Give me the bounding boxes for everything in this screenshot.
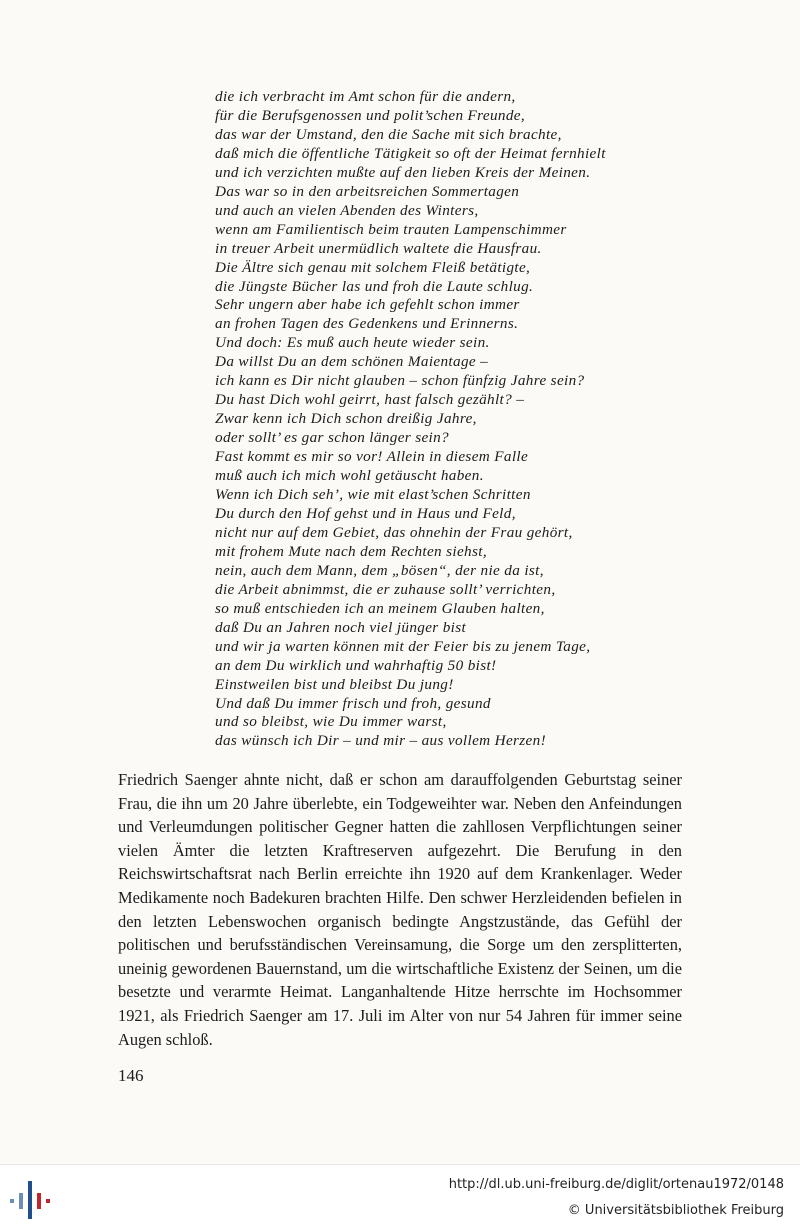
poem-line: oder sollt’ es gar schon länger sein? (215, 429, 449, 447)
poem-line: Da willst Du an dem schönen Maientage – (215, 353, 489, 371)
poem-line: Wenn ich Dich seh’, wie mit elast’schen Schritten (215, 486, 531, 504)
poem-line: an frohen Tagen des Gedenkens und Erinnerns. (215, 315, 519, 333)
poem-line: Und daß Du immer frisch und froh, gesund (215, 694, 491, 712)
poem-line: die Jüngste Bücher las und froh die Laute schlug. (215, 277, 534, 295)
poem-block (215, 88, 645, 751)
copyright-text: © Universitätsbibliothek Freiburg (567, 1203, 784, 1218)
poem-line: nein, auch dem Mann, dem „bösen“, der nie da ist, (215, 561, 544, 579)
poem-line: wenn am Familientisch beim trauten Lampenschimmer (215, 220, 567, 238)
poem-line: an dem Du wirklich und wahrhaftig 50 bist! (215, 656, 497, 674)
poem-line: für die Berufsgenossen und polit’schen Freunde, (215, 106, 526, 124)
source-url-link[interactable]: http://dl.ub.uni-freiburg.de/diglit/ortenau1972/0148 (448, 1177, 784, 1192)
poem-line: in treuer Arbeit unermüdlich waltete die Hausfrau. (215, 239, 542, 257)
poem-line: ich kann es Dir nicht glauben – schon fünfzig Jahre sein? (215, 372, 585, 390)
poem-line: daß mich die öffentliche Tätigkeit so oft der Heimat fernhielt (215, 144, 606, 162)
poem-line: so muß entschieden ich an meinem Glauben halten, (215, 599, 545, 617)
viewer-footer (0, 1164, 800, 1227)
poem-line: Das war so in den arbeitsreichen Sommertagen (215, 182, 520, 200)
poem-line: Sehr ungern aber habe ich gefehlt schon immer (215, 296, 520, 314)
poem-line: mit frohem Mute nach dem Rechten siehst, (215, 542, 487, 560)
prose-paragraph: Friedrich Saenger ahnte nicht, daß er schon am darauffolgenden Geburtstag seiner Frau, die ihn um 20 Jahre überlebte, ein Todgeweihter war. Neben den Anfeindungen und Verleumdungen politischer Gegner hatten die zahllosen Verpflichtungen seiner vielen Ämter die letzten Kraftreserven aufgezehrt. Die Berufung in den Reichswirtschaftsrat nach Berlin erreichte ihn 1920 auf dem Krankenlager. Weder Medikamente noch Badekuren brachten Hilfe. Den schwer Herzleidenden befielen in den letzten Lebenswochen organisch bedingte Angstzustände, das Gefühl der politischen und berufsständischen Vereinsamung, die Sorge um den zersplitterten, uneinig gewordenen Bauernstand, um die wirtschaftliche Existenz der Seinen, um die besetzte und verarmte Heimat. Langanhaltende Hitze herrschte im Hochsommer 1921, als Friedrich Saenger am 17. Juli im Alter von nur 54 Jahren für immer seine Augen schloß. (118, 770, 682, 1049)
poem-line: und auch an vielen Abenden des Winters, (215, 201, 479, 219)
poem-line: die Arbeit abnimmst, die er zuhause sollt’ verrichten, (215, 580, 556, 598)
poem-line: Einstweilen bist und bleibst Du jung! (215, 675, 454, 693)
ub-freiburg-logo-icon (8, 1177, 52, 1221)
poem-line: Du durch den Hof gehst und in Haus und Feld, (215, 504, 516, 522)
page-number: 146 (118, 1066, 144, 1085)
poem-line: nicht nur auf dem Gebiet, das ohnehin der Frau gehört, (215, 523, 573, 541)
poem-line: das war der Umstand, den die Sache mit sich brachte, (215, 125, 562, 143)
poem-line: und ich verzichten mußte auf den lieben Kreis der Meinen. (215, 163, 591, 181)
poem-line: das wünsch ich Dir – und mir – aus vollem Herzen! (215, 732, 546, 750)
poem-line: Und doch: Es muß auch heute wieder sein. (215, 334, 490, 352)
poem-line: Du hast Dich wohl geirrt, hast falsch gezählt? – (215, 391, 525, 409)
prose-block (118, 768, 682, 1051)
poem-line: und so bleibst, wie Du immer warst, (215, 713, 447, 731)
poem-line: die ich verbracht im Amt schon für die andern, (215, 88, 516, 105)
poem-line: Zwar kenn ich Dich schon dreißig Jahre, (215, 410, 477, 428)
poem-line: Die Ältre sich genau mit solchem Fleiß betätigte, (215, 258, 531, 276)
poem-line: muß auch ich mich wohl getäuscht haben. (215, 467, 484, 485)
poem-line: Fast kommt es mir so vor! Allein in diesem Falle (215, 448, 529, 466)
poem-line: daß Du an Jahren noch viel jünger bist (215, 618, 467, 636)
poem-line: und wir ja warten können mit der Feier bis zu jenem Tage, (215, 637, 591, 655)
